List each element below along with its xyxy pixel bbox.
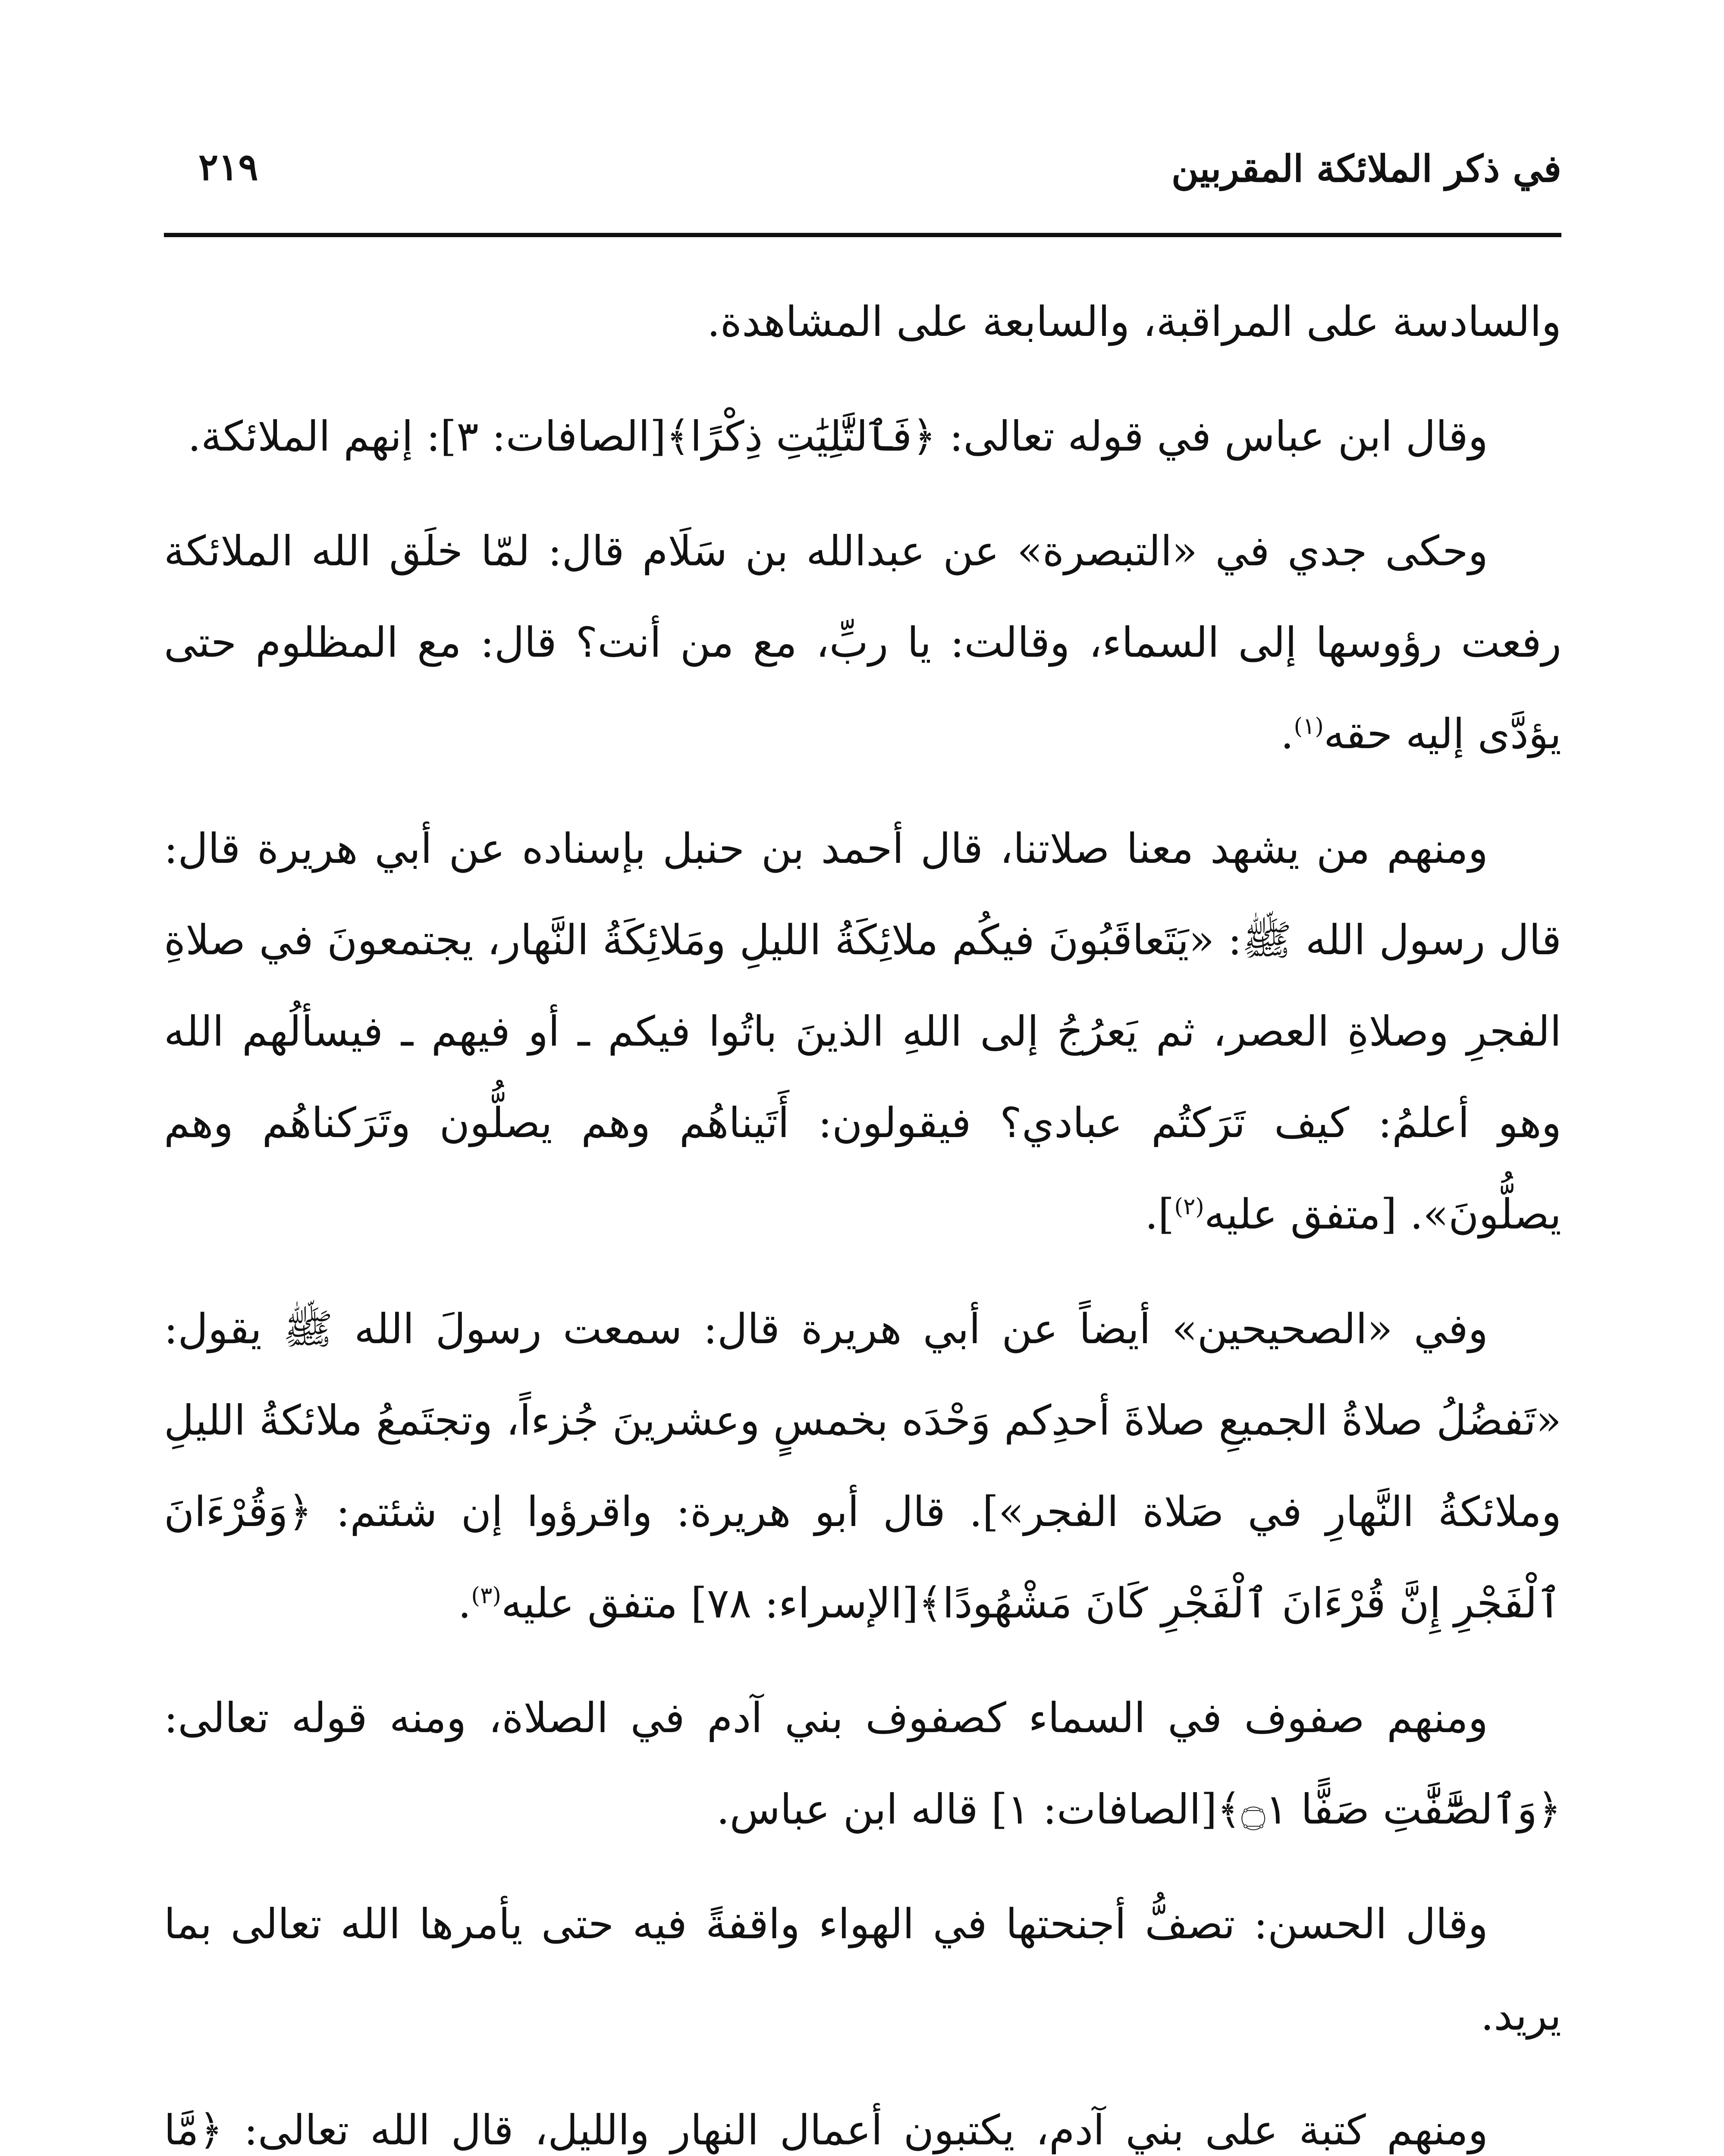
paragraph [164,2084,1561,2156]
paragraph-text: ومنهم صفوف في السماء كصفوف بني آدم في الصلاة، ومنه قوله تعالى: ﴿وَٱلصَّٰٓفَّٰتِ صَفًّا ۝١﴾[الصافات: ١] قاله ابن عباس. [164,1694,1561,1833]
paragraph [164,803,1561,1260]
page-number: ٢١٩ [198,145,258,189]
paragraph-text: وفي «الصحيحين» أيضاً عن أبي هريرة قال: سمعت رسولَ الله ﷺ يقول: «تَفضُلُ صلاةُ الجميعِ صلاةَ أحدِكم وَحْدَه بخمسٍ وعشرينَ جُزءاً، وتجتَمعُ ملائكةُ الليلِ وملائكةُ النَّهارِ في صَلاة الفجر»]. قال أبو هريرة: واقرؤوا إن شئتم: ﴿وَقُرْءَانَ ٱلْفَجْرِ إِنَّ قُرْءَانَ ٱلْفَجْرِ كَانَ مَشْهُودًا﴾[الإسراء: ٧٨] متفق عليه [164,1305,1561,1627]
footnote-ref: (١) [1294,713,1324,740]
footnote-ref: (٣) [471,1583,501,1609]
paragraph-text: والسادسة على المراقبة، والسابعة على المشاهدة. [707,298,1561,346]
page-header [164,129,1561,216]
paragraph [164,276,1561,367]
bracket-close: ]. [1145,1190,1174,1238]
paragraph: وفي «الصحيحين» أيضاً عن أبي هريرة قال: سمعت رسولَ الله ﷺ يقول: «تَفضُلُ صلاةُ الجميعِ صلاةَ أحدِكم وَحْدَه بخمسٍ وعشرينَ جُزءاً، وتجتَمعُ ملائكةُ الليلِ وملائكةُ النَّهارِ في صَلاة الفجر»]. قال أبو هريرة: واقرؤوا إن شئتم: ﴿وَقُرْءَانَ ٱلْفَجْرِ إِنَّ قُرْءَانَ ٱلْفَجْرِ كَانَ مَشْهُودًا﴾[الإسراء: ٧٨] متفق عليه$^{(٣)}$. [164,1305,1561,1627]
paragraph-text: ومنهم كتبة على بني آدم، يكتبون أعمال النهار والليل، قال الله تعالى: ﴿مَّا [164,2106,1488,2154]
main-text [164,276,1561,2156]
paragraph-text: وقال ابن عباس في قوله تعالى: ﴿فَٱلتَّٰلِيَٰتِ ذِكْرًا﴾[الصافات: ٣]: إنهم الملائكة. [188,412,1488,461]
paragraph-text: وحكى جدي في «التبصرة» عن عبدالله بن سَلَام قال: لمّا خلَق الله الملائكة رفعت رؤوسها إلى السماء، وقالت: يا ربِّ، مع من أنت؟ قال: مع المظلوم حتى يؤدَّى إليه حقه [164,527,1561,758]
footnote-ref: (٢) [1174,1194,1204,1220]
paragraph [164,1672,1561,1855]
paragraph [164,1878,1561,2061]
paragraph-text: وقال الحسن: تصفُّ أجنحتها في الهواء واقفةً فيه حتى يأمرها الله تعالى بما يريد. [164,1900,1561,2040]
header-rule [164,233,1561,237]
paragraph-text: ومنهم من يشهد معنا صلاتنا، قال أحمد بن حنبل بإسناده عن أبي هريرة قال: قال رسول الله ﷺ: «يَتَعاقَبُونَ فيكُم ملائِكَةُ الليلِ ومَلائِكَةُ النَّهار، يجتمعونَ في صلاةِ الفجرِ وصلاةِ العصر، ثم يَعرُجُ إلى اللهِ الذينَ باتُوا فيكم ـ أو فيهم ـ فيسألُهم الله وهو أعلمُ: كيف تَرَكتُم عبادي؟ فيقولون: أَتَيناهُم وهم يصلُّون وتَرَكناهُم وهم يصلُّونَ». [متفق عليه [164,824,1562,1238]
paragraph: وحكى جدي في «التبصرة» عن عبدالله بن سَلَام قال: لمّا خلَق الله الملائكة رفعت رؤوسها إلى السماء، وقالت: يا ربِّ، مع من أنت؟ قال: مع المظلوم حتى يؤدَّى إليه حقه$^{(١)}$. [164,527,1561,758]
paragraph [164,391,1561,482]
running-title: في ذكر الملائكة المقربين [1171,147,1561,191]
